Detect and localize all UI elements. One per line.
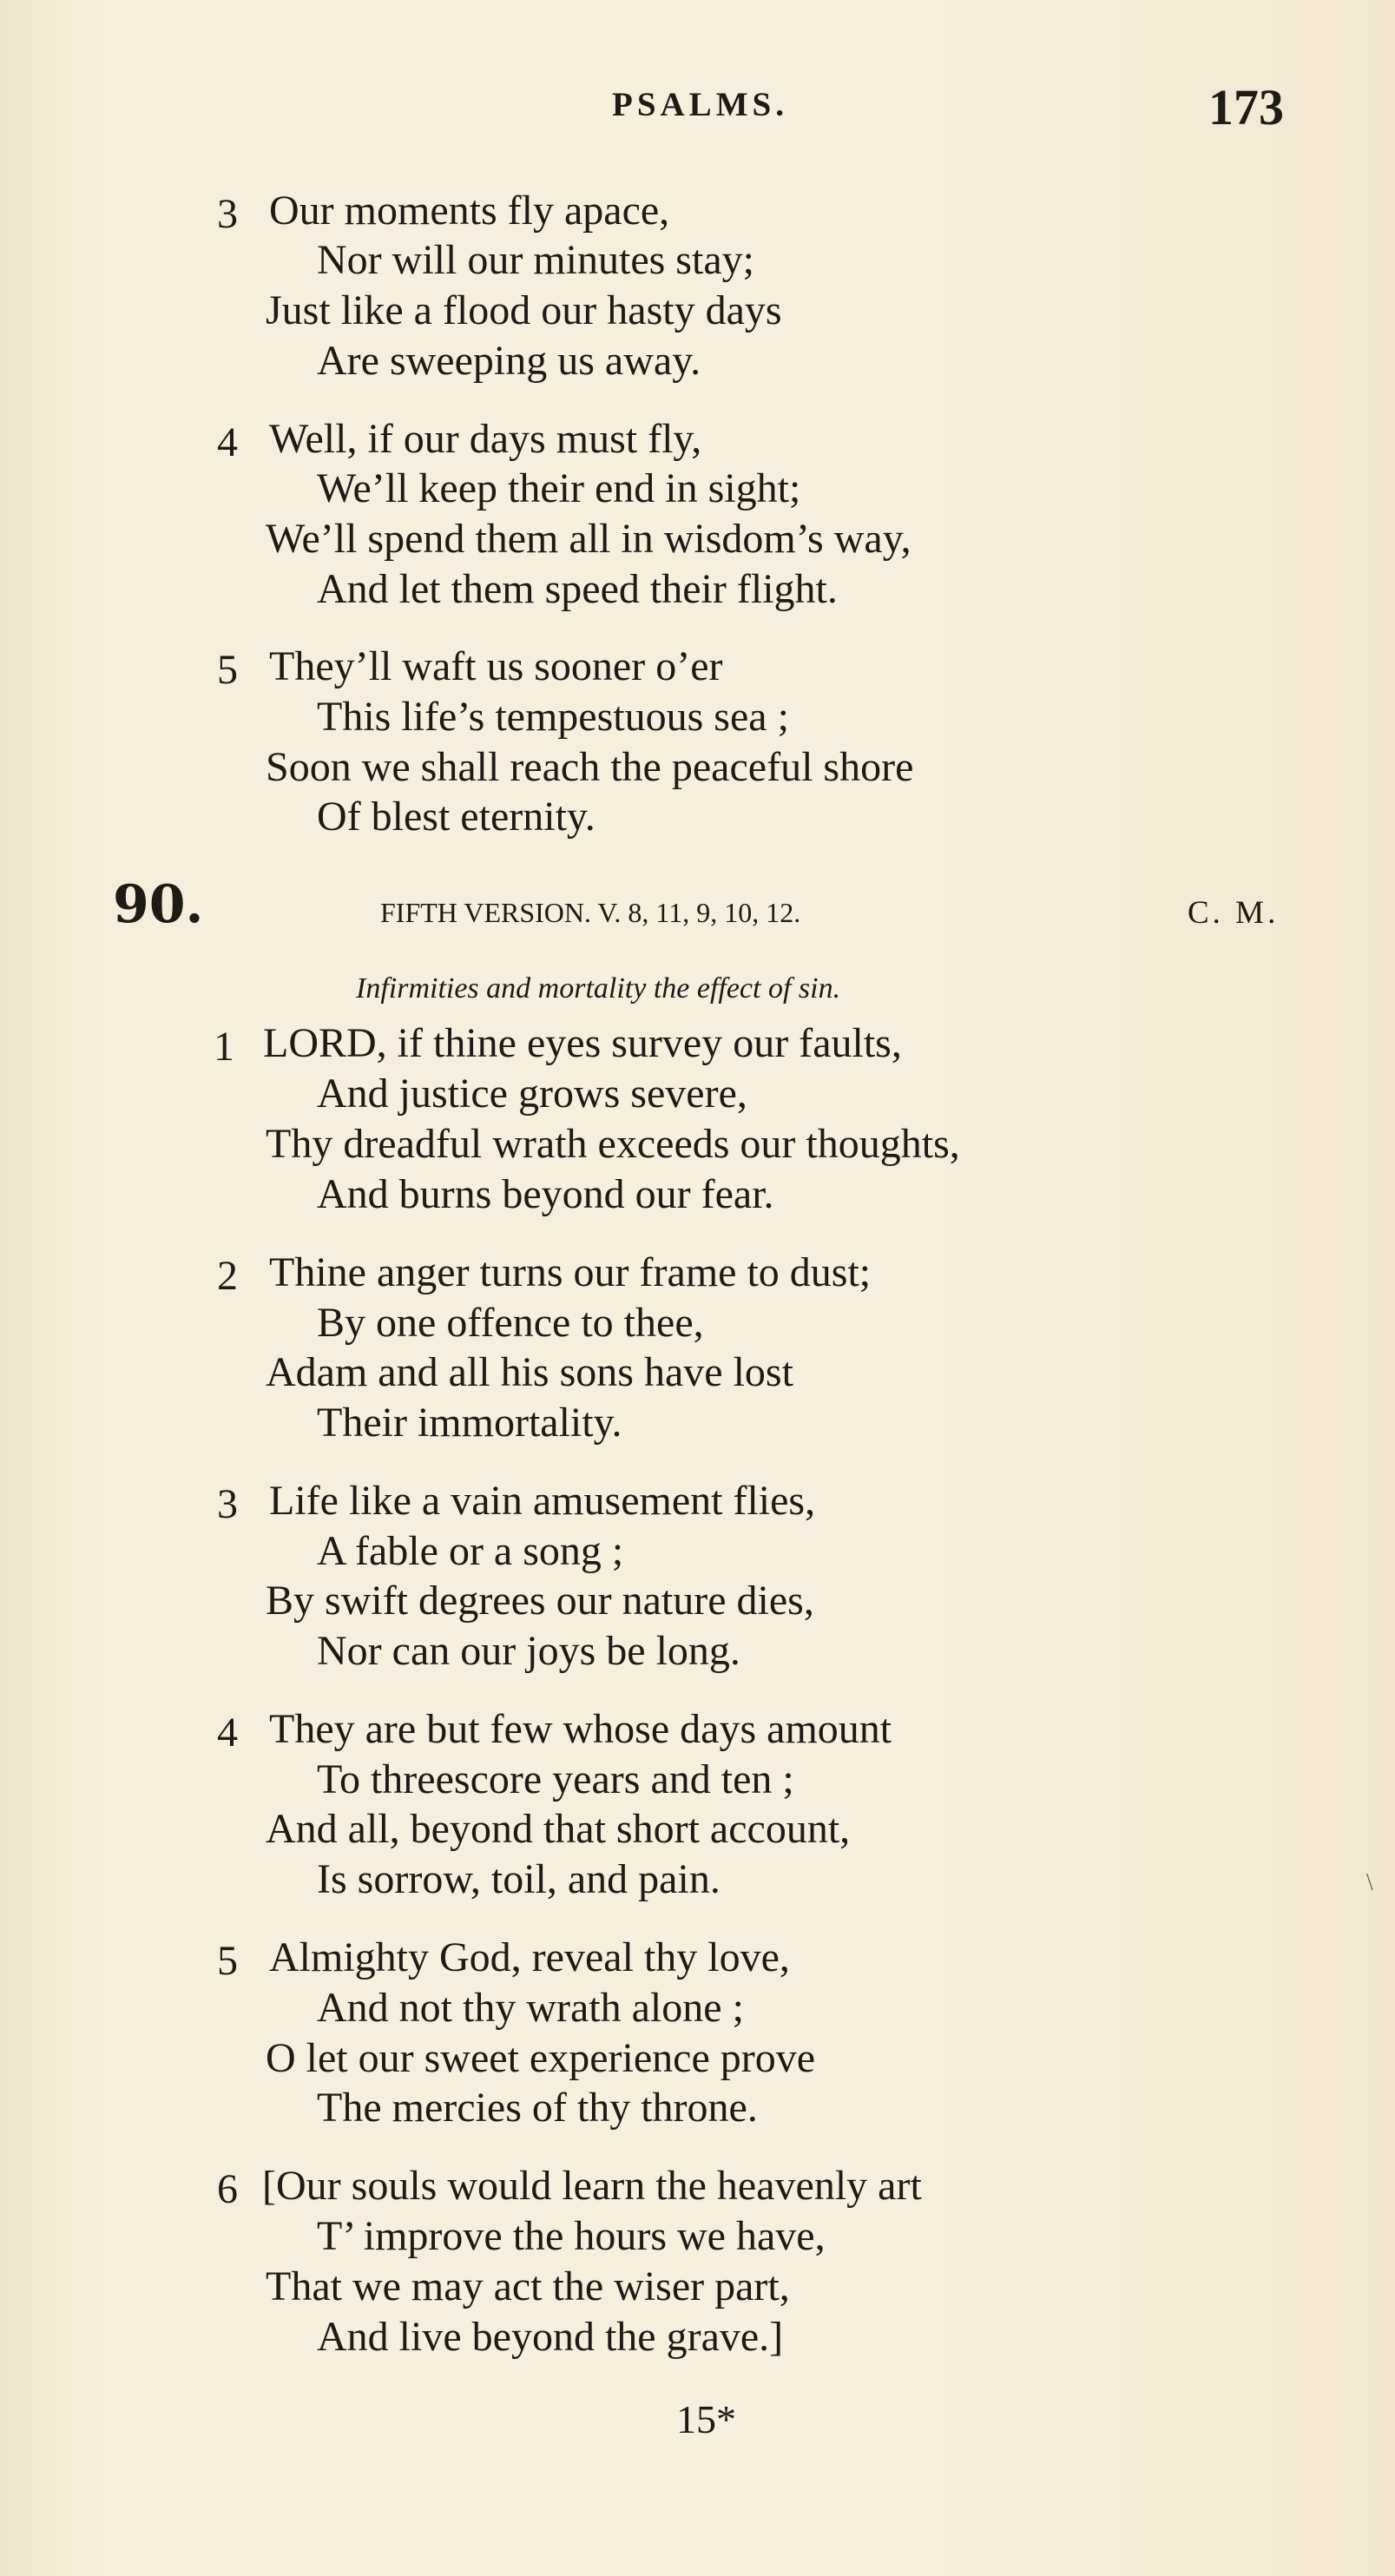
verse-line: And justice grows severe,	[317, 1071, 747, 1117]
meter-label: C. M.	[1188, 895, 1280, 931]
stanza-number: 3	[217, 1481, 238, 1527]
verse-line: T’ improve the hours we have,	[317, 2213, 826, 2259]
verse-line: And burns beyond our fear.	[317, 1171, 774, 1217]
stanza-number: 3	[217, 191, 238, 237]
verse-line: Their immortality.	[317, 1400, 622, 1446]
verse-line: Just like a flood our hasty days	[266, 287, 782, 333]
verse-line: By swift degrees our nature dies,	[266, 1578, 814, 1624]
hymn-subtitle: Infirmities and mortality the effect of sin.	[356, 972, 841, 1005]
verse-line: We’ll spend them all in wisdom’s way,	[266, 516, 911, 562]
verse-line: They are but few whose days amount	[269, 1706, 892, 1752]
verse-line: Is sorrow, toil, and pain.	[317, 1856, 721, 1902]
verse-line: Well, if our days must fly,	[269, 416, 702, 462]
verse-line: This life’s tempestuous sea ;	[317, 694, 789, 740]
stanza-number: 6	[217, 2166, 238, 2212]
verse-line: And live beyond the grave.]	[317, 2314, 784, 2360]
verse-line: LORD, if thine eyes survey our faults,	[263, 1020, 902, 1066]
verse-line: Almighty God, reveal thy love,	[269, 1934, 790, 1980]
verse-line: [Our souls would learn the heavenly art	[262, 2163, 922, 2209]
page-number: 173	[1208, 79, 1284, 135]
verse-line: That we may act the wiser part,	[266, 2263, 790, 2309]
verse-line: Our moments fly apace,	[269, 188, 670, 234]
verse-line: The mercies of thy throne.	[317, 2085, 758, 2131]
verse-line: They’ll waft us sooner o’er	[269, 643, 723, 689]
psalm-number: 90.	[113, 874, 204, 935]
verse-line: And not thy wrath alone ;	[317, 1985, 744, 2031]
verse-line: Thy dreadful wrath exceeds our thoughts,	[266, 1121, 960, 1167]
stanza-number: 4	[217, 419, 238, 465]
signature-mark: 15*	[676, 2397, 736, 2441]
verse-line: O let our sweet experience prove	[266, 2035, 816, 2081]
verse-line: Life like a vain amusement flies,	[269, 1478, 816, 1524]
verse-line: Of blest eternity.	[317, 794, 596, 840]
verse-line: And all, beyond that short account,	[266, 1806, 851, 1852]
stanza-number: 2	[217, 1253, 238, 1299]
running-head: PSALMS.	[612, 86, 788, 123]
verse-line: Soon we shall reach the peaceful shore	[266, 744, 914, 790]
verse-line: Thine anger turns our frame to dust;	[269, 1249, 872, 1295]
verse-line: Nor can our joys be long.	[317, 1628, 740, 1674]
verse-line: We’ll keep their end in sight;	[317, 465, 801, 511]
verse-line: To threescore years and ten ;	[317, 1756, 794, 1802]
stanza-number: 5	[217, 647, 238, 693]
stanza-number: 5	[217, 1938, 238, 1984]
verse-line: Nor will our minutes stay;	[317, 237, 754, 283]
verse-line: Are sweeping us away.	[317, 338, 701, 384]
version-label: FIFTH VERSION. V. 8, 11, 9, 10, 12.	[380, 897, 801, 928]
stray-mark: \	[1366, 1869, 1373, 1896]
stanza-number: 1	[214, 1024, 234, 1070]
verse-line: By one offence to thee,	[317, 1300, 704, 1346]
verse-line: And let them speed their flight.	[317, 566, 838, 612]
stanza-number: 4	[217, 1710, 238, 1756]
verse-line: Adam and all his sons have lost	[266, 1349, 793, 1395]
verse-line: A fable or a song ;	[317, 1528, 624, 1574]
